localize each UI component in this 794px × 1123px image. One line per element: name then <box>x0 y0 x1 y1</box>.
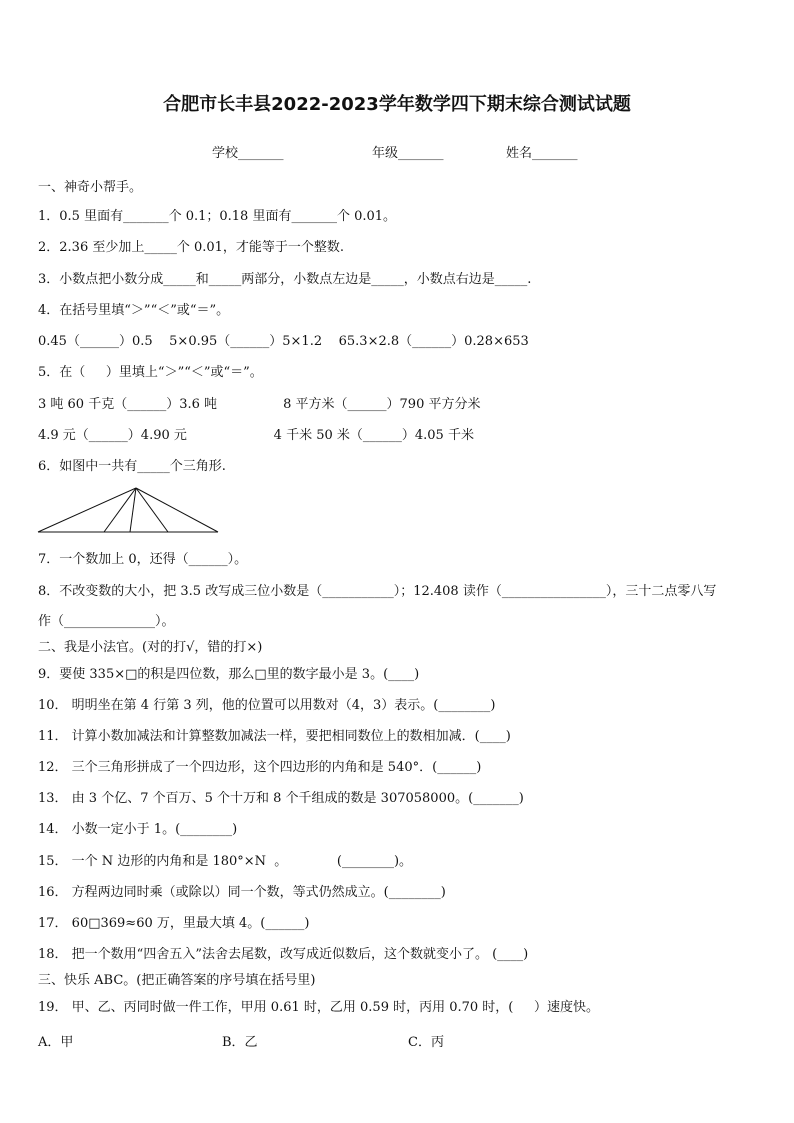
question-5: 5．在（ ）里填上“＞”“＜”或“＝”。 <box>38 365 263 380</box>
question-16: 16． 方程两边同时乘（或除以）同一个数，等式仍然成立。(________) <box>38 885 446 900</box>
question-7: 7．一个数加上 0，还得（______）。 <box>38 552 248 567</box>
question-9: 9．要使 335×□的积是四位数，那么□里的数字最小是 3。(____) <box>38 667 420 682</box>
question-15: 15． 一个 N 边形的内角和是 180°×N 。 (________)。 <box>38 854 413 869</box>
question-3: 3．小数点把小数分成_____和_____两部分，小数点左边是_____，小数点右边是_____. <box>38 272 532 287</box>
grade-field: 年级_______ <box>372 146 444 161</box>
question-8: 8．不改变数的大小，把 3.5 改写成三位小数是（___________）；12.408 读作（________________），三十二点零八写 <box>38 584 717 599</box>
question-6: 6．如图中一共有_____个三角形. <box>38 459 226 474</box>
option-c: C．丙 <box>408 1035 444 1050</box>
name-field: 姓名_______ <box>506 146 578 161</box>
question-4: 4．在括号里填“＞”“＜”或“＝”。 <box>38 303 230 318</box>
page-title: 合肥市长丰县2022-2023学年数学四下期末综合测试试题 <box>163 94 631 115</box>
question-12: 12． 三个三角形拼成了一个四边形，这个四边形的内角和是 540°．(______) <box>38 760 482 775</box>
section-2-heading: 二、我是小法官。(对的打√，错的打×) <box>38 640 263 655</box>
question-8-continued: 作（______________）。 <box>38 614 175 629</box>
option-b: B．乙 <box>222 1035 258 1050</box>
question-11: 11． 计算小数加减法和计算整数加减法一样，要把相同数位上的数相加减．(____) <box>38 729 511 744</box>
question-5-items-row2: 4.9 元（______）4.90 元 4 千米 50 米（______）4.05 千米 <box>38 428 474 443</box>
section-3-heading: 三、快乐 ABC。(把正确答案的序号填在括号里) <box>38 973 316 988</box>
question-19: 19． 甲、乙、丙同时做一件工作，甲用 0.61 时，乙用 0.59 时，丙用 0.70 时，( ）速度快。 <box>38 1000 600 1015</box>
question-10: 10． 明明坐在第 4 行第 3 列，他的位置可以用数对（4，3）表示。(________) <box>38 698 496 713</box>
question-18: 18． 把一个数用“四舍五入”法舍去尾数，改写成近似数后，这个数就变小了。 (____) <box>38 947 529 962</box>
question-4-items: 0.45（______）0.5 5×0.95（______）5×1.2 65.3×2.8（______）0.28×653 <box>38 334 529 349</box>
triangle-figure <box>36 486 222 536</box>
section-1-heading: 一、神奇小帮手。 <box>38 180 143 195</box>
question-14: 14． 小数一定小于 1。(________) <box>38 822 238 837</box>
question-13: 13． 由 3 个亿、7 个百万、5 个十万和 8 个千组成的数是 307058000。(_______) <box>38 791 524 806</box>
question-5-items-row1: 3 吨 60 千克（______）3.6 吨 8 平方米（______）790 平方分米 <box>38 397 481 412</box>
question-17: 17． 60□369≈60 万，里最大填 4。(______) <box>38 916 310 931</box>
option-a: A．甲 <box>38 1035 74 1050</box>
question-2: 2．2.36 至少加上_____个 0.01，才能等于一个整数. <box>38 240 345 255</box>
question-1: 1．0.5 里面有_______个 0.1；0.18 里面有_______个 0.01。 <box>38 209 397 224</box>
school-field: 学校_______ <box>212 146 284 161</box>
